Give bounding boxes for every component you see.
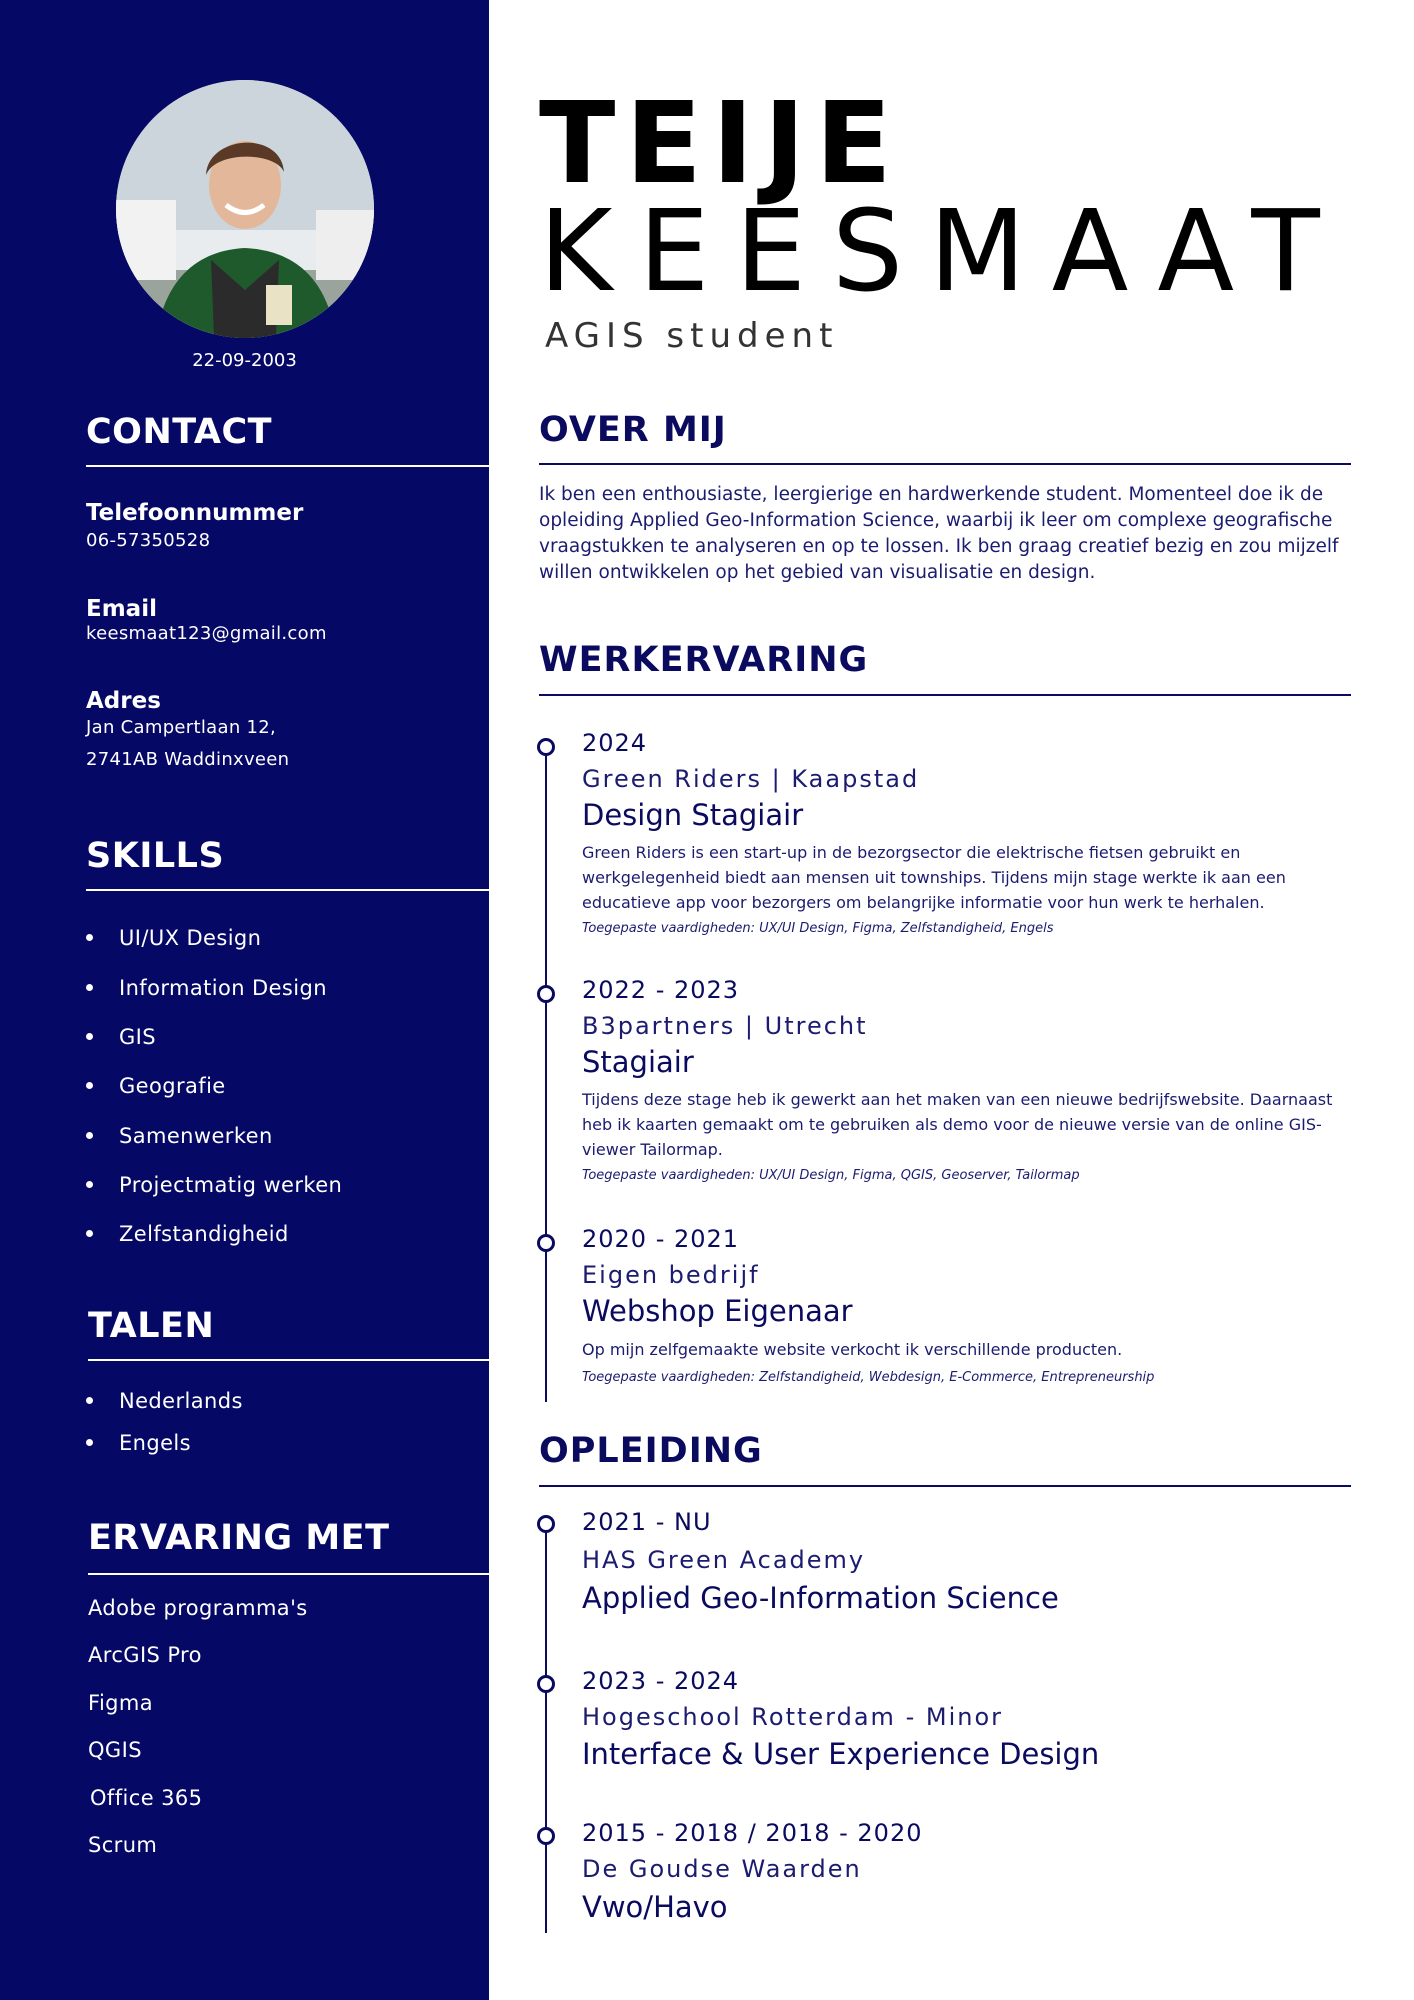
skill-item (86, 976, 466, 1000)
birth-date: 22-09-2003 (192, 350, 297, 371)
skill-item (86, 1124, 466, 1148)
timeline-dot-icon (537, 1675, 555, 1693)
work-organization: B3partners | Utrecht (582, 1012, 868, 1040)
email-label: Email (86, 596, 157, 622)
experience-with-item: Scrum (88, 1833, 158, 1857)
bullet-icon (86, 1082, 93, 1089)
timeline-dot-icon (537, 1515, 555, 1533)
about-divider (539, 463, 1351, 465)
contact-divider (86, 465, 489, 467)
work-skills: Toegepaste vaardigheden: UX/UI Design, Figma, Zelfstandigheid, Engels (582, 921, 1054, 936)
bullet-icon (86, 1397, 93, 1404)
education-period: 2015 - 2018 / 2018 - 2020 (582, 1819, 923, 1847)
work-description: Green Riders is een start-up in de bezorgsector die elektrische fietsen gebruikt en werkgelegenheid biedt aan mensen uit townships. Tijdens mijn stage werkte ik aan een educatieve app voor bezorgers om belangrijke informatie voor hun werk te herhalen. (582, 843, 1286, 912)
email-value: keesmaat123@gmail.com (86, 623, 327, 644)
skill-item (86, 1173, 466, 1197)
education-divider (539, 1485, 1351, 1487)
timeline-dot-icon (537, 738, 555, 756)
work-heading: WERKERVARING (539, 640, 869, 680)
education-institution: Hogeschool Rotterdam - Minor (582, 1703, 1003, 1731)
work-skills: Toegepaste vaardigheden: Zelfstandigheid, Webdesign, E-Commerce, Entrepreneurship (582, 1370, 1155, 1385)
bullet-icon (86, 1181, 93, 1188)
skill-label: Projectmatig werken (119, 1173, 343, 1197)
experience-with-item: Figma (88, 1691, 154, 1715)
education-period: 2021 - NU (582, 1508, 712, 1536)
work-organization: Eigen bedrijf (582, 1261, 760, 1289)
timeline-dot-icon (537, 1827, 555, 1845)
skill-item (86, 1025, 466, 1049)
skill-item (86, 926, 466, 950)
job-title: AGIS student (545, 316, 839, 356)
education-program: Interface & User Experience Design (582, 1737, 1100, 1771)
contact-heading: CONTACT (86, 412, 273, 452)
education-timeline (545, 1523, 547, 1933)
experience-with-divider (88, 1573, 489, 1575)
education-program: Vwo/Havo (582, 1890, 728, 1924)
address-line-1: Jan Campertlaan 12, (86, 717, 277, 738)
bullet-icon (86, 984, 93, 991)
work-skills: Toegepaste vaardigheden: UX/UI Design, Figma, QGIS, Geoserver, Tailormap (582, 1168, 1080, 1183)
bullet-icon (86, 1132, 93, 1139)
first-name: TEIJE (539, 79, 902, 209)
skills-divider (86, 889, 489, 891)
education-institution: HAS Green Academy (582, 1546, 866, 1574)
work-organization: Green Riders | Kaapstad (582, 765, 920, 793)
work-period: 2022 - 2023 (582, 976, 740, 1004)
skill-label: UI/UX Design (119, 926, 262, 950)
main-content (489, 0, 1414, 2000)
language-item (86, 1389, 466, 1413)
bullet-icon (86, 1033, 93, 1040)
bullet-icon (86, 934, 93, 941)
timeline-dot-icon (537, 985, 555, 1003)
phone-label: Telefoonnummer (86, 500, 304, 526)
language-label: Engels (119, 1431, 192, 1455)
skill-label: Geografie (119, 1074, 226, 1098)
sidebar (0, 0, 489, 2000)
bullet-icon (86, 1230, 93, 1237)
work-period: 2020 - 2021 (582, 1225, 740, 1253)
skills-heading: SKILLS (86, 836, 225, 876)
timeline-dot-icon (537, 1234, 555, 1252)
skill-label: Information Design (119, 976, 327, 1000)
language-item (86, 1431, 466, 1455)
languages-heading: TALEN (88, 1306, 215, 1346)
education-period: 2023 - 2024 (582, 1667, 740, 1695)
address-line-2: 2741AB Waddinxveen (86, 749, 290, 770)
work-role: Webshop Eigenaar (582, 1294, 853, 1328)
address-label: Adres (86, 688, 161, 714)
languages-divider (88, 1359, 489, 1361)
experience-with-item: ArcGIS Pro (88, 1643, 202, 1667)
education-institution: De Goudse Waarden (582, 1855, 862, 1883)
profile-photo (116, 80, 374, 338)
education-program: Applied Geo-Information Science (582, 1581, 1059, 1615)
skill-item (86, 1222, 466, 1246)
skill-item (86, 1074, 466, 1098)
about-text: Ik ben een enthousiaste, leergierige en hardwerkende student. Momenteel doe ik de opleiding Applied Geo-Information Science, waarbij ik leer om complexe geografische vraagstukken te analyseren en op te lossen. Ik ben graag creatief bezig en zou mijzelf willen ontwikkelen op het gebied van visualisatie en design. (539, 484, 1339, 583)
last-name: KEESMAAT (539, 187, 1346, 317)
bullet-icon (86, 1439, 93, 1446)
work-timeline (545, 746, 547, 1402)
phone-value: 06-57350528 (86, 530, 211, 551)
skill-label: Samenwerken (119, 1124, 273, 1148)
work-role: Design Stagiair (582, 798, 804, 832)
language-label: Nederlands (119, 1389, 243, 1413)
work-role: Stagiair (582, 1045, 694, 1079)
work-description: Tijdens deze stage heb ik gewerkt aan het maken van een nieuwe bedrijfswebsite. Daarnaast heb ik kaarten gemaakt om te gebruiken als demo voor de nieuwe versie van de online GIS-viewer Tailormap. (582, 1090, 1333, 1159)
experience-with-item: QGIS (88, 1738, 142, 1762)
experience-with-item: Office 365 (90, 1786, 203, 1810)
about-heading: OVER MIJ (539, 410, 727, 450)
skill-label: GIS (119, 1025, 156, 1049)
work-period: 2024 (582, 729, 648, 757)
education-heading: OPLEIDING (539, 1431, 763, 1471)
experience-with-item: Adobe programma's (88, 1596, 308, 1620)
work-divider (539, 694, 1351, 696)
experience-with-heading: ERVARING MET (88, 1518, 390, 1558)
skill-label: Zelfstandigheid (119, 1222, 289, 1246)
work-description: Op mijn zelfgemaakte website verkocht ik verschillende producten. (582, 1340, 1123, 1359)
